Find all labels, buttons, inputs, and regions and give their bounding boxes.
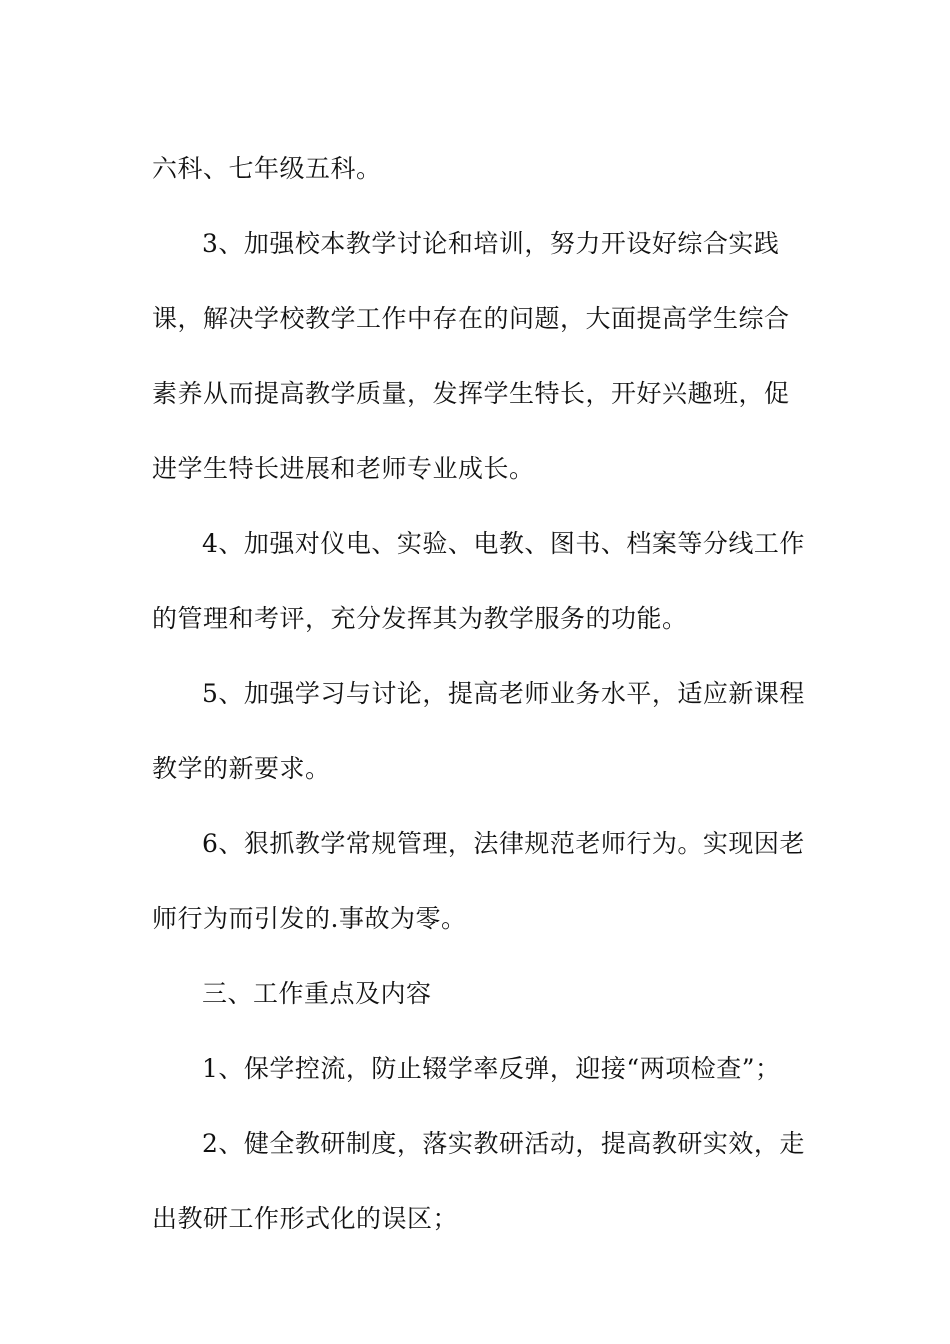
text-line: 师行为而引发的.事故为零。 xyxy=(152,904,467,933)
text-line: 2、健全教研制度，落实教研活动，提高教研实效，走 xyxy=(202,1129,805,1158)
text-line: 4、加强对仪电、实验、电教、图书、档案等分线工作 xyxy=(202,529,805,558)
text-line: 进学生特长进展和老师专业成长。 xyxy=(152,454,535,483)
text-line: 出教研工作形式化的误区； xyxy=(152,1204,459,1233)
text-line: 六科、七年级五科。 xyxy=(152,154,382,183)
text-line: 5、加强学习与讨论，提高老师业务水平，适应新课程 xyxy=(202,679,805,708)
text-line: 3、加强校本教学讨论和培训，努力开设好综合实践 xyxy=(202,229,780,258)
text-line: 素养从而提高教学质量，发挥学生特长，开好兴趣班，促 xyxy=(152,379,790,408)
text-line: 教学的新要求。 xyxy=(152,754,331,783)
text-line: 的管理和考评，充分发挥其为教学服务的功能。 xyxy=(152,604,688,633)
text-line: 1、保学控流，防止辍学率反弹，迎接“两项检查”； xyxy=(202,1054,781,1083)
text-line: 6、狠抓教学常规管理，法律规范老师行为。实现因老 xyxy=(202,829,805,858)
document-body xyxy=(152,131,804,1256)
section-heading: 三、工作重点及内容 xyxy=(202,979,432,1008)
text-line: 课，解决学校教学工作中存在的问题，大面提高学生综合 xyxy=(152,304,790,333)
